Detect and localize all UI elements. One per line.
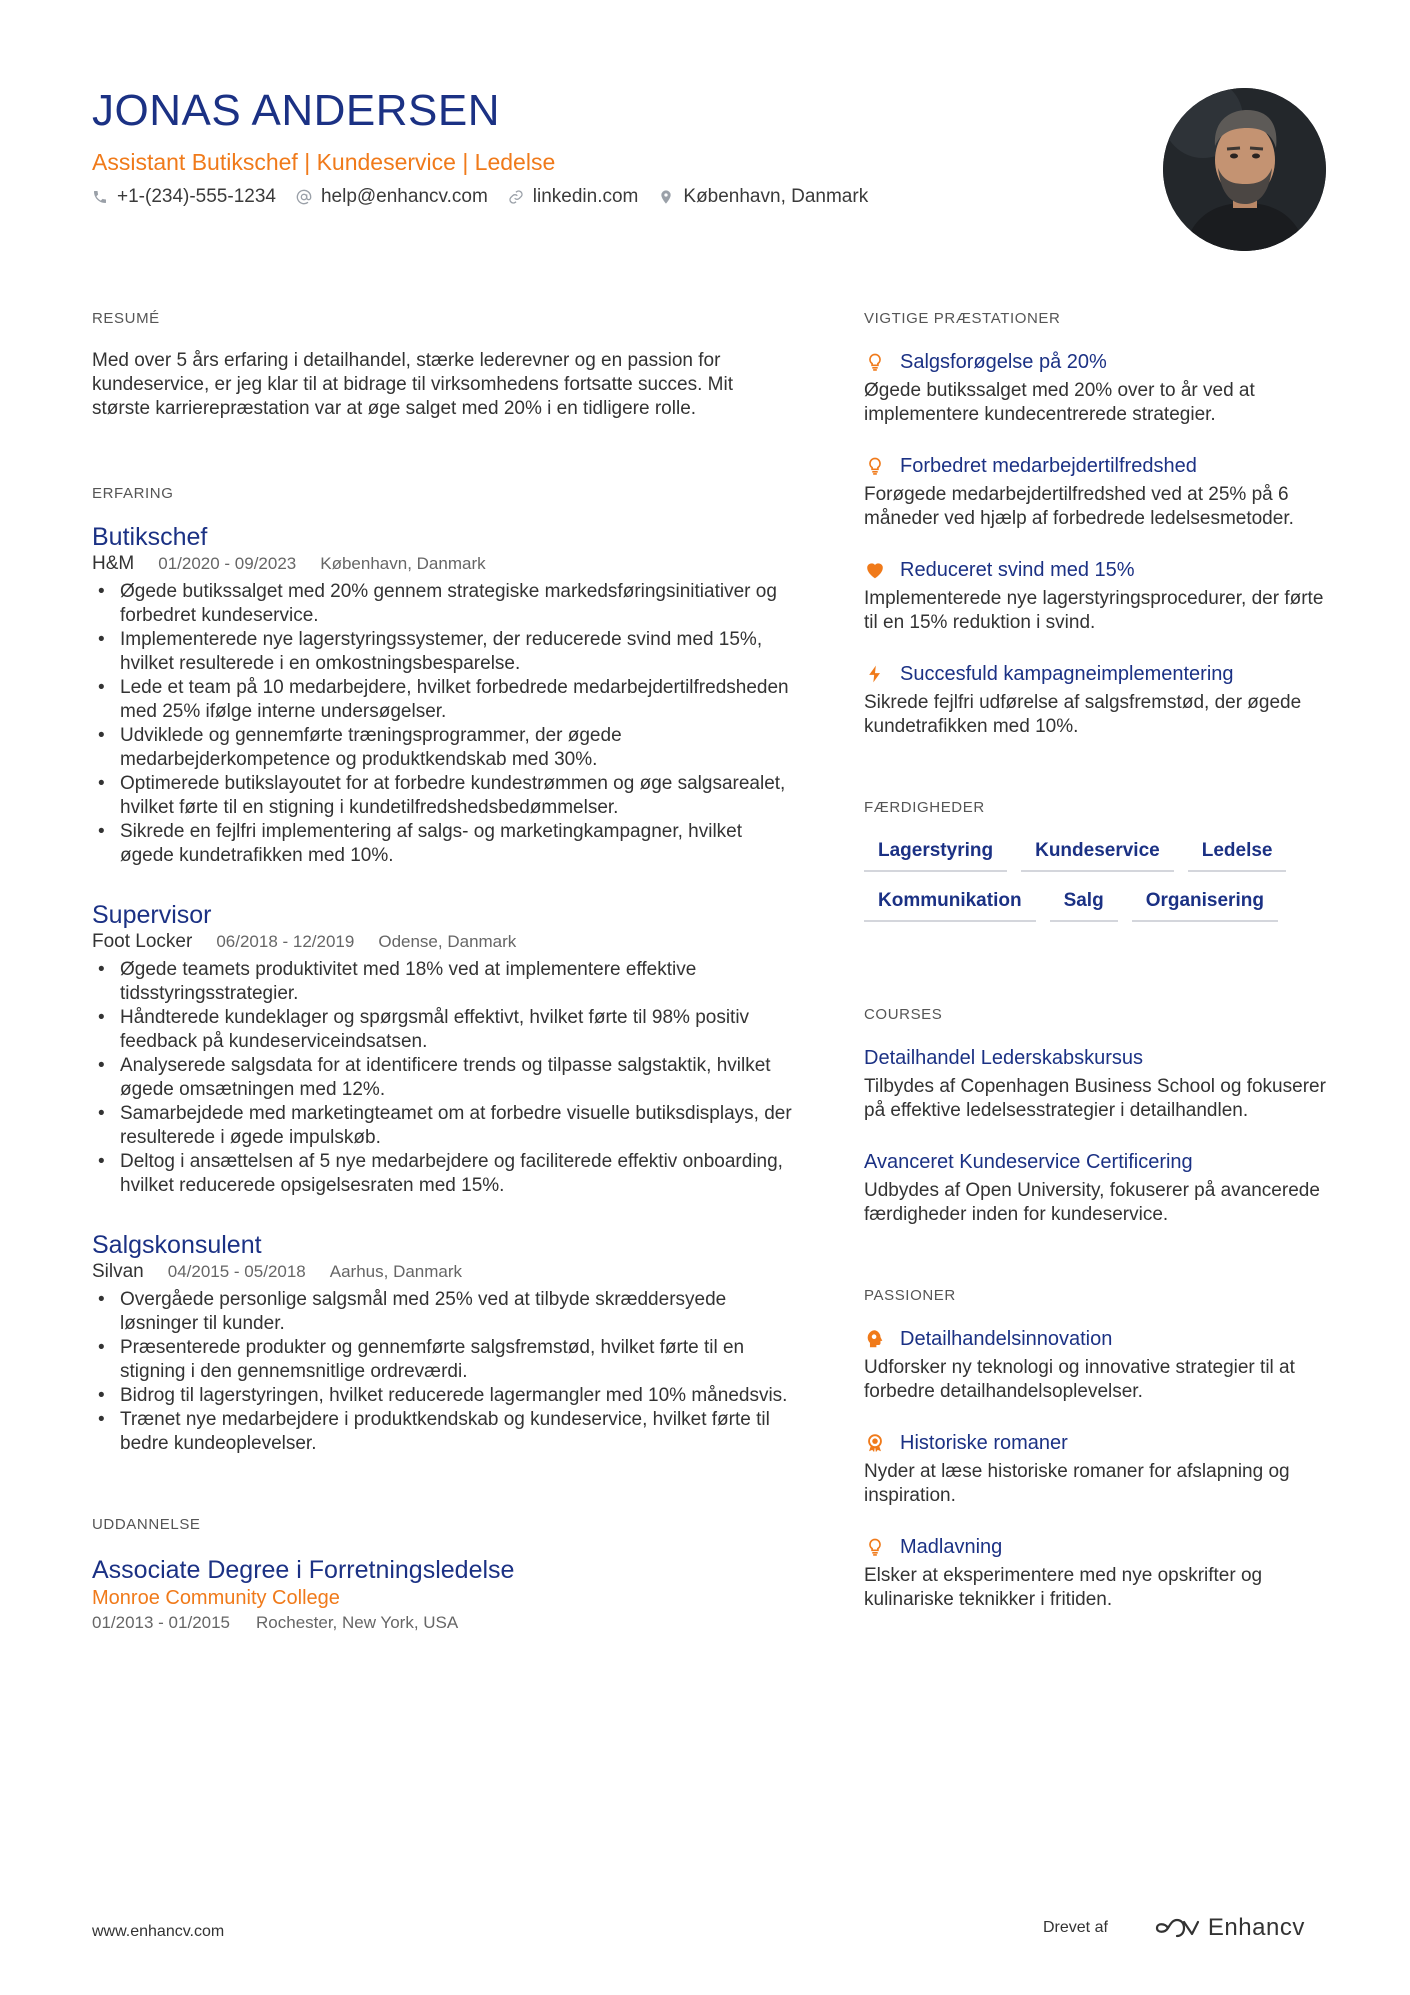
achievement-item (864, 453, 1326, 531)
education-degree: Associate Degree i Forretningsledelse (92, 1556, 515, 1584)
education-entry (92, 1555, 792, 1635)
footer-branding (1043, 1914, 1305, 1942)
courses-heading: COURSES (864, 1006, 943, 1023)
at-sign-icon (296, 189, 312, 205)
achievement-header (864, 349, 1326, 375)
skill-tag: Ledelse (1188, 834, 1287, 872)
bullet-item: • Trænet nye medarbejdere i produktkendskab og kundeservice, hvilket førte til bedre kundeoplevelser. (92, 1408, 792, 1456)
achievement-header (864, 661, 1326, 687)
passion-header (864, 1326, 1326, 1352)
achievement-title: Succesfuld kampagneimplementering (900, 663, 1234, 685)
bullet-item: • Analyserede salgsdata for at identificere trends og tilpasse salgstaktik, hvilket øgede omsætningen med 12%. (92, 1054, 792, 1102)
job-dates: 01/2020 - 09/2023 (158, 554, 297, 573)
passion-desc: Udforsker ny teknologi og innovative strategier til at forbedre detailhandelsoplevelser. (864, 1357, 1295, 1402)
experience-heading: ERFARING (92, 485, 174, 502)
passion-item (864, 1430, 1326, 1508)
passion-title: Detailhandelsinnovation (900, 1328, 1113, 1350)
experience-entry (92, 1230, 792, 1456)
email-text: help@enhancv.com (320, 186, 488, 207)
location-pin-icon (658, 189, 674, 205)
course-desc: Udbydes af Open University, fokuserer på avancerede færdigheder inden for kundeservice. (864, 1180, 1320, 1225)
achievements-section (864, 310, 1326, 739)
bullet-item: • Øgede teamets produktivitet med 18% ved at implementere effektive tidsstyringsstrategier. (92, 958, 792, 1006)
skill-tag: Kundeservice (1021, 834, 1174, 872)
contact-phone (92, 186, 276, 208)
job-company: Silvan (92, 1261, 144, 1282)
skill-tag: Salg (1050, 884, 1118, 922)
course-item (864, 1149, 1326, 1227)
education-location: Rochester, New York, USA (256, 1613, 459, 1632)
lightbulb-icon (864, 455, 886, 477)
contact-bar (92, 186, 888, 208)
lightbulb-icon (864, 351, 886, 373)
course-item (864, 1045, 1326, 1123)
contact-linkedin[interactable] (508, 186, 639, 208)
phone-icon (92, 189, 108, 205)
job-meta (92, 930, 792, 954)
job-meta (92, 552, 792, 576)
courses-section (864, 1006, 1326, 1227)
passion-desc: Nyder at læse historiske romaner for afslapning og inspiration. (864, 1461, 1290, 1506)
job-dates: 06/2018 - 12/2019 (216, 932, 355, 951)
bullet-item: • Optimerede butikslayoutet for at forbedre kundestrømmen og øge salgsarealet, hvilket førte til en stigning i kundetilfredshedsbedømmelser. (92, 772, 792, 820)
footer-website[interactable]: www.enhancv.com (92, 1923, 225, 1940)
contact-email[interactable] (296, 186, 488, 208)
skill-tag: Organisering (1132, 884, 1278, 922)
profile-photo (1163, 88, 1326, 251)
brain-head-icon (864, 1328, 886, 1350)
job-bullets (92, 580, 792, 868)
bullet-item: • Sikrede en fejlfri implementering af salgs- og marketingkampagner, hvilket øgede kundetrafikken med 10%. (92, 820, 792, 868)
achievement-desc: Implementerede nye lagerstyringsprocedurer, der førte til en 15% reduktion i svind. (864, 588, 1324, 633)
bullet-item: • Deltog i ansættelsen af 5 nye medarbejdere og faciliterede effektiv onboarding, hvilket reducerede opsigelsesraten med 15%. (92, 1150, 792, 1198)
job-company: Foot Locker (92, 931, 193, 952)
bullet-item: • Implementerede nye lagerstyringssystemer, der reducerede svind med 15%, hvilket resulterede i en omkostningsbesparelse. (92, 628, 792, 676)
achievement-item (864, 661, 1326, 739)
bullet-item: • Samarbejdede med marketingteamet om at forbedre visuelle butiksdisplays, der resulterede i øgede impulskøb. (92, 1102, 792, 1150)
brand-name: Enhancv (1207, 1914, 1305, 1941)
passion-item (864, 1534, 1326, 1612)
achievement-header (864, 557, 1326, 583)
left-column (92, 310, 792, 1635)
experience-entry (92, 900, 792, 1198)
course-desc: Tilbydes af Copenhagen Business School og fokuserer på effektive ledelsesstrategier i detailhandlen. (864, 1076, 1326, 1121)
bullet-item: • Øgede butikssalget med 20% gennem strategiske markedsføringsinitiativer og forbedret kundeservice. (92, 580, 792, 628)
job-location: København, Danmark (320, 554, 486, 573)
job-company: H&M (92, 553, 135, 574)
course-title: Avanceret Kundeservice Certificering (864, 1151, 1193, 1173)
job-location: Odense, Danmark (378, 932, 517, 951)
job-dates: 04/2015 - 05/2018 (167, 1262, 306, 1281)
achievement-item (864, 349, 1326, 427)
heart-icon (864, 559, 886, 581)
achievements-heading: VIGTIGE PRÆSTATIONER (864, 310, 1061, 327)
bullet-item: • Præsenterede produkter og gennemførte salgsfremstød, hvilket førte til en stigning i den gennemsnitlige ordreværdi. (92, 1336, 792, 1384)
achievement-title: Salgsforøgelse på 20% (900, 351, 1107, 373)
achievement-desc: Øgede butikssalget med 20% over to år ved at implementere kundecentrerede strategier. (864, 380, 1255, 425)
skill-tag: Kommunikation (864, 884, 1036, 922)
job-meta (92, 1260, 792, 1284)
education-heading: UDDANNELSE (92, 1516, 201, 1533)
powered-by-text: Drevet af (1043, 1919, 1108, 1936)
enhancv-logo-icon (1154, 1916, 1200, 1940)
job-title: Supervisor (92, 901, 212, 929)
summary-section (92, 310, 792, 421)
candidate-name: JONAS ANDERSEN (92, 86, 500, 135)
education-school: Monroe Community College (92, 1587, 340, 1609)
profile-photo-illustration (1163, 88, 1326, 251)
bullet-item: • Overgåede personlige salgsmål med 25% ved at tilbyde skræddersyede løsninger til kunder. (92, 1288, 792, 1336)
passion-header (864, 1430, 1326, 1456)
passion-desc: Elsker at eksperimentere med nye opskrifter og kulinariske teknikker i fritiden. (864, 1565, 1263, 1610)
lightbulb-icon (864, 1536, 886, 1558)
education-dates: 01/2013 - 01/2015 (92, 1613, 231, 1632)
job-bullets (92, 1288, 792, 1456)
passion-title: Madlavning (900, 1536, 1003, 1558)
passion-header (864, 1534, 1326, 1560)
job-bullets (92, 958, 792, 1198)
achievement-item (864, 557, 1326, 635)
passion-title: Historiske romaner (900, 1432, 1068, 1454)
achievement-title: Reduceret svind med 15% (900, 559, 1135, 581)
education-meta (92, 1611, 792, 1635)
award-badge-icon (864, 1432, 886, 1454)
achievement-desc: Sikrede fejlfri udførelse af salgsfremstød, der øgede kundetrafikken med 10%. (864, 692, 1302, 737)
candidate-title: Assistant Butikschef | Kundeservice | Ledelse (92, 149, 556, 175)
contact-location (658, 186, 868, 208)
bullet-item: • Udviklede og gennemførte træningsprogrammer, der øgede medarbejderkompetence og produktkendskab med 30%. (92, 724, 792, 772)
achievement-desc: Forøgede medarbejdertilfredshed ved at 25% på 6 måneder ved hjælp af forbedrede ledelsesmetoder. (864, 484, 1294, 529)
education-section (92, 1516, 792, 1635)
bullet-item: • Bidrog til lagerstyringen, hvilket reducerede lagermangler med 10% månedsvis. (92, 1384, 792, 1408)
lightning-icon (864, 663, 886, 685)
passions-heading: PASSIONER (864, 1287, 956, 1304)
location-text: København, Danmark (683, 186, 869, 207)
phone-text: +1-(234)-555-1234 (117, 186, 276, 207)
skills-list (864, 834, 1326, 934)
course-title: Detailhandel Lederskabskursus (864, 1047, 1144, 1069)
job-title: Salgskonsulent (92, 1231, 262, 1259)
achievement-title: Forbedret medarbejdertilfredshed (900, 455, 1197, 477)
job-title: Butikschef (92, 523, 208, 551)
link-icon (508, 189, 524, 205)
skill-tag: Lagerstyring (864, 834, 1007, 872)
skills-section (864, 799, 1326, 934)
passions-section (864, 1287, 1326, 1612)
skills-heading: FÆRDIGHEDER (864, 799, 985, 816)
bullet-item: • Lede et team på 10 medarbejdere, hvilket forbedrede medarbejdertilfredsheden med 25% ifølge interne undersøgelser. (92, 676, 792, 724)
linkedin-text: linkedin.com (532, 186, 639, 207)
achievement-header (864, 453, 1326, 479)
right-column (864, 310, 1326, 1612)
summary-text: Med over 5 års erfaring i detailhandel, stærke lederevner og en passion for kundeservice, er jeg klar til at bidrage til virksomhedens fortsatte succes. Mit største karrierepræstation var at øge salget med 20% i en tidligere rolle. (92, 350, 733, 419)
passion-item (864, 1326, 1326, 1404)
job-location: Aarhus, Danmark (329, 1262, 463, 1281)
experience-entry (92, 522, 792, 868)
bullet-item: • Håndterede kundeklager og spørgsmål effektivt, hvilket førte til 98% positiv feedback på kundeserviceindsatsen. (92, 1006, 792, 1054)
summary-heading: RESUMÉ (92, 310, 160, 327)
enhancv-logo[interactable] (1154, 1914, 1305, 1942)
experience-section (92, 485, 792, 1456)
